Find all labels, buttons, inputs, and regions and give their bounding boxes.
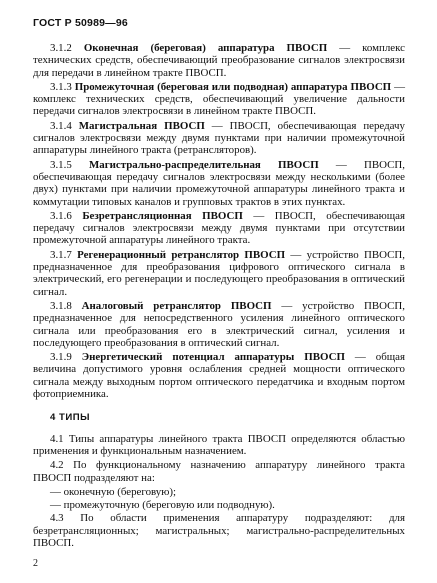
clause-number: 3.1.5 — [50, 158, 72, 171]
term: Безретрансляционная ПВОСП — [82, 209, 243, 222]
clause-number: 3.1.4 — [50, 119, 72, 132]
definition-3-1-4 — [33, 120, 405, 157]
term: Аналоговый ретранслятор ПВОСП — [81, 299, 272, 312]
clause-4-1: 4.1 Типы аппаратуры линейного тракта ПВОСП определяются областью применения и функциональным назначением. — [33, 432, 405, 457]
clause-number: 3.1.2 — [50, 42, 72, 54]
clause-4-3: 4.3 По области применения аппаратуру подразделяют: для безретрансляционных; магистральных; магистрально-распределительных ПВОСП. — [33, 512, 405, 549]
page-number: 2 — [33, 558, 38, 569]
definition-text: — устройство ПВОСП, предназначенное для преобразования цифрового оптического сигнала в электрический, его регенерации и последующего преобразования в оптический сигнал. — [33, 248, 405, 298]
definition-3-1-6 — [33, 210, 405, 247]
term: Промежуточная (береговая или подводная) аппаратура ПВОСП — [74, 80, 392, 93]
document-body — [33, 42, 405, 551]
definition-3-1-8 — [33, 300, 405, 349]
clause-4-2: 4.2 По функциональному назначению аппаратуру линейного тракта ПВОСП подразделяют на: — [33, 459, 405, 484]
definition-text: — комплекс технических средств, обеспечивающий преобразование сигналов электросвязи для передачи в линейном тракте ПВОСП. — [33, 42, 405, 79]
definition-text: — ПВОСП, обеспечивающая передачу сигналов электросвязи между несколькими (более двух) пунктами при наличии промежуточной аппаратуры линейного тракта и коммутации типовых каналов и групповых трактов в этих пунктах. — [33, 158, 405, 208]
clause-number: 3.1.8 — [50, 299, 72, 312]
term: Регенерационный ретранслятор ПВОСП — [77, 248, 286, 261]
clause-number: 3.1.6 — [50, 209, 72, 222]
list-item: — оконечную (береговую); — [50, 485, 177, 498]
definition-3-1-2 — [33, 42, 405, 79]
clause-number: 3.1.3 — [50, 80, 72, 93]
definition-3-1-7 — [33, 249, 405, 298]
term: Энергетический потенциал аппаратуры ПВОСП — [81, 351, 345, 364]
clause-number: 3.1.7 — [50, 248, 72, 261]
list-item: — промежуточную (береговую или подводную). — [50, 499, 275, 512]
document-header: ГОСТ Р 50989—96 — [33, 17, 128, 29]
definition-3-1-3 — [33, 81, 405, 118]
definition-text: — устройство ПВОСП, предназначенное для непосредственного усиления линейного оптического сигнала или преобразования его в электрический сигнал, усиления и последующего преобразования в оптический сигнал. — [33, 299, 405, 349]
definition-text: — комплекс технических средств, обеспечивающий увеличение дальности передачи сигналов электросвязи в линейном тракте ПВОСП. — [33, 80, 405, 118]
definition-3-1-9 — [33, 351, 405, 400]
term: Оконечная (береговая) аппаратура ПВОСП — [83, 42, 328, 54]
clause-number: 3.1.9 — [50, 351, 72, 364]
definition-text: — ПВОСП, обеспечивающая передачу сигналов электросвязи между двумя пунктами при отсутствии промежуточной аппаратуры линейного тракта. — [33, 209, 405, 247]
definition-text: — общая величина допустимого уровня ослабления средней мощности оптического сигнала между выходным портом оптического передатчика и входным портом фотоприемника. — [33, 351, 405, 401]
term: Магистральная ПВОСП — [78, 119, 205, 132]
definition-text: — ПВОСП, обеспечивающая передачу сигналов электросвязи между двумя пунктами при наличии промежуточной аппаратуры линейного тракта (ретрансляторов). — [33, 119, 405, 157]
section-title: 4 ТИПЫ — [50, 412, 91, 424]
definition-3-1-5 — [33, 159, 405, 208]
term: Магистрально-распределительная ПВОСП — [88, 158, 319, 171]
